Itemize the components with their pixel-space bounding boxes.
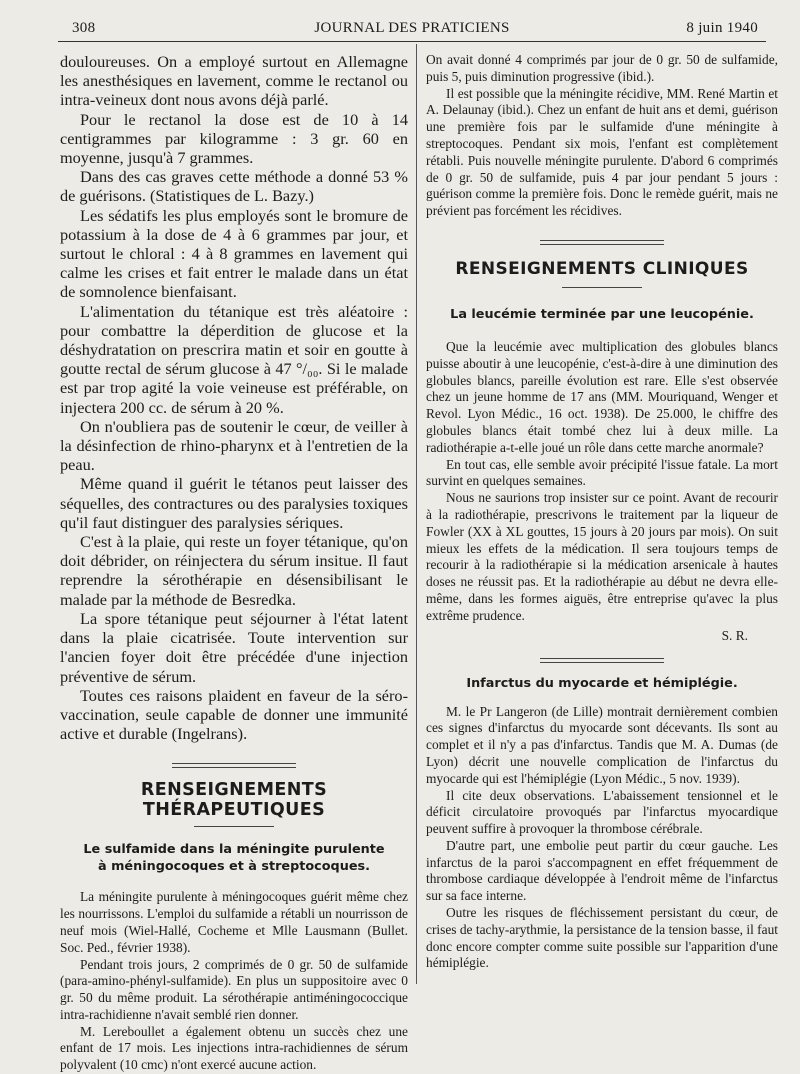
- paragraph: L'alimentation du tétanique est très aléatoire : pour combattre la déperdition de glucose et la déshydratation on prescrira matin et soir en goutte à goutte rectal de sérum glucose à 47 °/₀₀. Si le malade est par trop agité la voie veineuse est préférable, on injectera 200 cc. de sérum à 20 %.: [60, 301, 408, 417]
- paragraph: Dans des cas graves cette méthode a donné 53 % de guérisons. (Statistiques de L. Bazy.): [60, 167, 408, 206]
- paragraph: On n'oubliera pas de soutenir le cœur, de veiller à la désinfection de rhino-pharynx et à l'entretien de la peau.: [60, 416, 408, 475]
- paragraph: Il est possible que la méningite récidive, MM. René Martin et A. Delaunay (ibid.). Chez un enfant de huit ans et demi, guérison une première fois par le sulfamide d'une méningite à streptocoques. Pendant six mois, l'enfant est complètement rétabli. Puis nouvelle méningite purulente. D'abord 6 comprimés de 0 gr. 50 de sulfamide, puis 4 par jour pendant 5 jours : guérison comme la première fois. Donc le remède guérit, mais ne prévient pas forcément les récidives.: [426, 85, 778, 219]
- tetanus-continuation: [60, 52, 408, 743]
- section-separator: [60, 763, 408, 768]
- column-divider: [416, 44, 417, 984]
- paragraph: La spore tétanique peut séjourner à l'état latent dans la plaie cicatrisée. Toute intervention sur l'ancien foyer doit être précédée d'une injection préventive de sérum.: [60, 608, 408, 686]
- page-header: [58, 18, 766, 42]
- paragraph: Pour le rectanol la dose est de 10 à 14 centigrammes par kilogramme : 3 gr. 60 en moyenne, jusqu'à 7 grammes.: [60, 109, 408, 168]
- left-column: [60, 52, 408, 1074]
- paragraph: On avait donné 4 comprimés par jour de 0 gr. 50 de sulfamide, puis 5, puis diminution progressive (ibid.).: [426, 52, 778, 84]
- author-signature: S. R.: [721, 627, 748, 643]
- sulfamide-article: [60, 889, 408, 1074]
- paragraph: M. Lereboullet a également obtenu un succès chez une enfant de 17 mois. Les injections intra-rachidiennes de sérum polyvalent (10 cmc) n'ont exercé aucune action.: [60, 1023, 408, 1073]
- paragraph: douloureuses. On a employé surtout en Allemagne les anesthésiques en lavement, comme le rectanol ou intra-veineux dont nous avons déjà parlé.: [60, 52, 408, 110]
- paragraph: En tout cas, elle semble avoir précipité l'issue fatale. La mort survint en quelques semaines.: [426, 456, 778, 489]
- header-rule: [58, 41, 766, 42]
- section-title-cliniques: RENSEIGNEMENTS CLINIQUES: [455, 258, 749, 279]
- paragraph: Nous ne saurions trop insister sur ce point. Avant de recourir à la radiothérapie, prescrivons le traitement par la liqueur de Fowler (XX à XL gouttes, 15 jours à 20 jours par mois). On suit mieux les effets de la médication. Il sera toujours temps de recourir à la radiothérapie si la médication arsenicale à hautes doses ne réussit pas. Et la radiothérapie au début ne devra elle-même, dans les formes aiguës, être entreprise qu'avec la plus extrême prudence.: [426, 490, 778, 623]
- single-rule: [562, 287, 642, 288]
- paragraph: Pendant trois jours, 2 comprimés de 0 gr. 50 de sulfamide (para-amino-phényl-sulfamide). En plus un suppositoire avec 0 gr. 50 du même produit. La sérothérapie antiméningococcique intra-rachidienne n'avait semblé rien donner.: [60, 956, 408, 1022]
- subtitle-line: à méningocoques et à streptocoques.: [97, 859, 370, 875]
- paragraph: D'autre part, une embolie peut partir du cœur gauche. Les infarctus de la paroi s'accompagnent en effet fréquemment de thrombose cardiaque développée à l'endroit même de l'infarctus sur sa face interne.: [426, 837, 778, 904]
- double-rule: [540, 240, 664, 245]
- section-separator: [426, 240, 778, 245]
- article-title-infarctus: Infarctus du myocarde et hémiplégie.: [466, 675, 738, 691]
- journal-title: JOURNAL DES PRATICIENS: [314, 20, 510, 36]
- leucemie-article: [426, 339, 778, 644]
- single-rule: [194, 826, 274, 827]
- double-rule: [172, 763, 296, 768]
- infarctus-article: [426, 704, 778, 973]
- paragraph: Outre les risques de fléchissement persistant du cœur, de crises de tachy-arythmie, la persistance de la tension basse, il faut donc encore compter comme suite possible sur l'apparition d'une hémiplégie.: [426, 905, 778, 971]
- paragraph: Toutes ces raisons plaident en faveur de la séro-vaccination, seule capable de donner une immunité active et durable (Ingelrans).: [60, 685, 408, 744]
- paragraph: Il cite deux observations. L'abaissement tensionnel et le déficit circulatoire provoqués par l'infarctus myocardique peuvent suffire à provoquer la thrombose cérébrale.: [426, 787, 778, 837]
- article-subtitle: [60, 841, 408, 875]
- section-separator: [426, 658, 778, 663]
- paragraph: Les sédatifs les plus employés sont le bromure de potassium à la dose de 4 à 6 grammes par jour, et surtout le chloral : 4 à 8 grammes en lavement qui calme les crises et fait entrer le malade dans un état de somnolence bienfaisant.: [60, 205, 408, 302]
- issue-date: 8 juin 1940: [686, 20, 758, 36]
- section-title-therapeutiques: RENSEIGNEMENTS THÉRAPEUTIQUES: [140, 780, 328, 821]
- paragraph: Que la leucémie avec multiplication des globules blancs puisse aboutir à une leucopénie, c'est-à-dire à une diminution des globules blancs, pareille évolution est rare. Elle s'est observée chez un jeune homme de 17 ans (MM. Mouriquand, Wenger et Revol. Lyon Médic., 16 oct. 1938). De 25.000, le chiffre des globules blancs était tombé chez lui à deux mille. La radiothérapie a-t-elle joué un rôle dans cette marche anormale?: [426, 338, 778, 455]
- paragraph: M. le Pr Langeron (de Lille) montrait dernièrement combien ces signes d'infarctus du myocarde sont décevants. Ils sont au complet et il n'y a pas d'infarctus. Tandis que M. A. Dumas (de Lyon) décrit une nouvelle complication de l'infarctus du myocarde qui est l'hémiplégie (Lyon Médic., 5 nov. 1939).: [426, 703, 778, 786]
- page-number: 308: [72, 20, 96, 36]
- double-rule: [540, 658, 664, 663]
- article-title-leucemie: La leucémie terminée par une leucopénie.: [450, 306, 754, 322]
- paragraph: C'est à la plaie, qui reste un foyer tétanique, qu'on doit débrider, on réinjectera du sérum insitue. Il faut reprendre la sérothérapie en désensibilisant le malade par la méthode de Besredka.: [60, 532, 408, 609]
- right-column: [426, 52, 778, 972]
- paragraph: Même quand il guérit le tétanos peut laisser des séquelles, des contractures ou des paralysies toxiques qu'il faut distinguer des paralysies sériques.: [60, 474, 408, 532]
- sulfamide-continuation: [426, 52, 778, 220]
- paragraph: La méningite purulente à méningocoques guérit même chez les nourrissons. L'emploi du sulfamide a rétabli un nourrisson de neuf mois (Wiel-Hallé, Cocheme et Mlle Lausmann (Bullet. Soc. Ped., février 1938).: [60, 889, 408, 955]
- subtitle-line: Le sulfamide dans la méningite purulente: [83, 842, 385, 858]
